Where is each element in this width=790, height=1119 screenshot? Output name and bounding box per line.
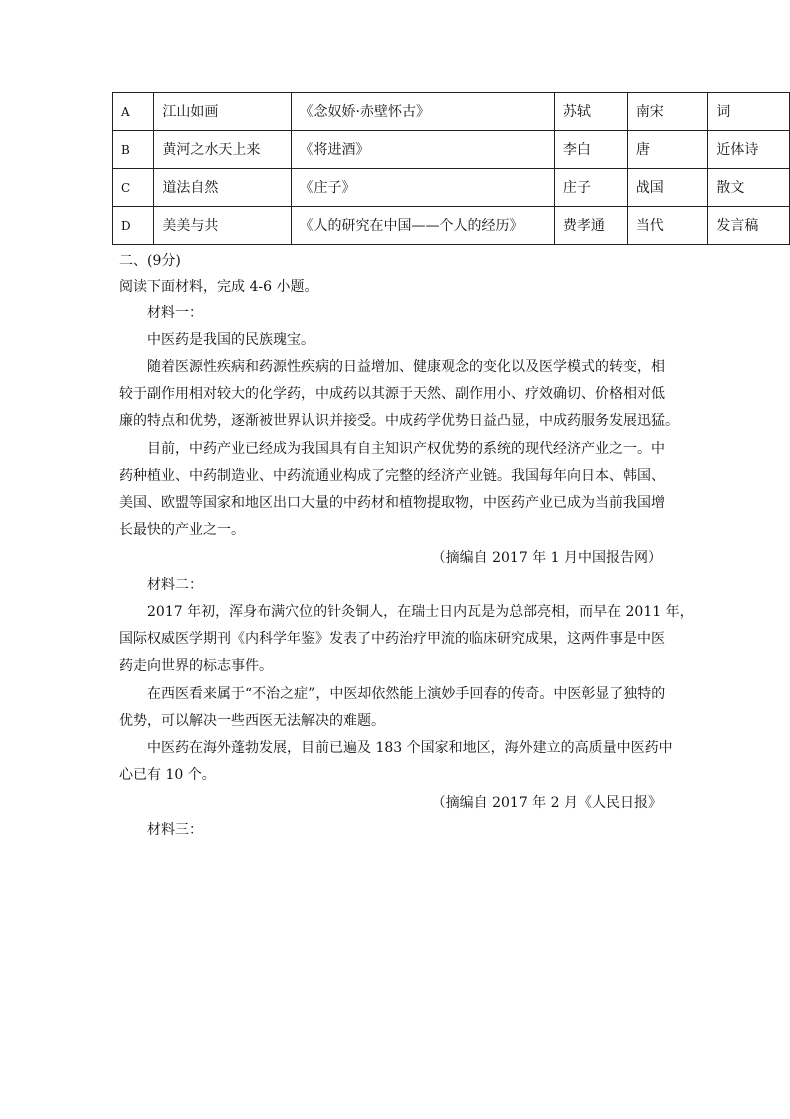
material-3-label: 材料三： (147, 822, 203, 838)
title-cell: 道法自然 (154, 169, 291, 207)
paragraph-line: 较于副作用相对较大的化学药，中成药以其源于天然、副作用小、疗效确切、价格相对低 (119, 386, 665, 402)
section-heading: 二、(9分) (119, 253, 181, 269)
work-cell: 《将进酒》 (291, 131, 554, 169)
title-cell: 黄河之水天上来 (154, 131, 291, 169)
paragraph-line: 廉的特点和优势，逐渐被世界认识并接受。中成药学优势日益凸显，中成药服务发展迅猛。 (119, 413, 679, 429)
table-row (113, 93, 790, 131)
instruction-text: 阅读下面材料，完成 4-6 小题。 (119, 279, 319, 295)
work-cell: 《人的研究在中国——个人的经历》 (291, 207, 554, 245)
author-cell: 李白 (554, 131, 627, 169)
title-cell: 美美与共 (154, 207, 291, 245)
table-row (113, 169, 790, 207)
material-1-source: （摘编自 2017 年 1 月中国报告网） (431, 550, 662, 566)
paragraph-line: 随着医源性疾病和药源性疾病的日益增加、健康观念的变化以及医学模式的转变，相 (147, 359, 665, 375)
option-letter: D (113, 207, 154, 245)
option-letter: B (113, 131, 154, 169)
material-2-source: （摘编自 2017 年 2 月《人民日报》 (431, 795, 662, 811)
title-cell: 江山如画 (154, 93, 291, 131)
material-1-label: 材料一： (147, 305, 203, 321)
work-cell: 《庄子》 (291, 169, 554, 207)
option-letter: C (113, 169, 154, 207)
paragraph-line: 国际权威医学期刊《内科学年鉴》发表了中药治疗甲流的临床研究成果，这两件事是中医 (119, 631, 665, 647)
dynasty-cell: 当代 (627, 207, 708, 245)
material-2-label: 材料二： (147, 577, 203, 593)
author-cell: 苏轼 (554, 93, 627, 131)
paragraph-line: 药走向世界的标志事件。 (119, 658, 273, 674)
genre-cell: 发言稿 (708, 207, 790, 245)
author-cell: 庄子 (554, 169, 627, 207)
option-letter: A (113, 93, 154, 131)
genre-cell: 近体诗 (708, 131, 790, 169)
paragraph-line: 药种植业、中药制造业、中药流通业构成了完整的经济产业链。我国每年向日本、韩国、 (119, 468, 665, 484)
dynasty-cell: 战国 (627, 169, 708, 207)
table-row (113, 207, 790, 245)
paragraph-line: 美国、欧盟等国家和地区出口大量的中药材和植物提取物，中医药产业已成为当前我国增 (119, 495, 665, 511)
dynasty-cell: 南宋 (627, 93, 708, 131)
genre-cell: 散文 (708, 169, 790, 207)
paragraph-line: 目前，中药产业已经成为我国具有自主知识产权优势的系统的现代经济产业之一。中 (147, 441, 665, 457)
dynasty-cell: 唐 (627, 131, 708, 169)
work-cell: 《念奴娇·赤壁怀古》 (291, 93, 554, 131)
paragraph-line: 心已有 10 个。 (119, 767, 216, 783)
literature-table (112, 92, 790, 245)
paragraph-line: 2017 年初，浑身布满穴位的针灸铜人，在瑞士日内瓦是为总部亮相，而早在 2011 年， (147, 604, 694, 620)
paragraph-line: 优势，可以解决一些西医无法解决的难题。 (119, 713, 385, 729)
table-row (113, 131, 790, 169)
paragraph-line: 在西医看来属于“不治之症”，中医却依然能上演妙手回春的传奇。中医彰显了独特的 (147, 686, 666, 702)
author-cell: 费孝通 (554, 207, 627, 245)
paragraph-line: 中医药是我国的民族瑰宝。 (147, 332, 315, 348)
paragraph-line: 长最快的产业之一。 (119, 522, 245, 538)
genre-cell: 词 (708, 93, 790, 131)
paragraph-line: 中医药在海外蓬勃发展，目前已遍及 183 个国家和地区，海外建立的高质量中医药中 (147, 740, 673, 756)
